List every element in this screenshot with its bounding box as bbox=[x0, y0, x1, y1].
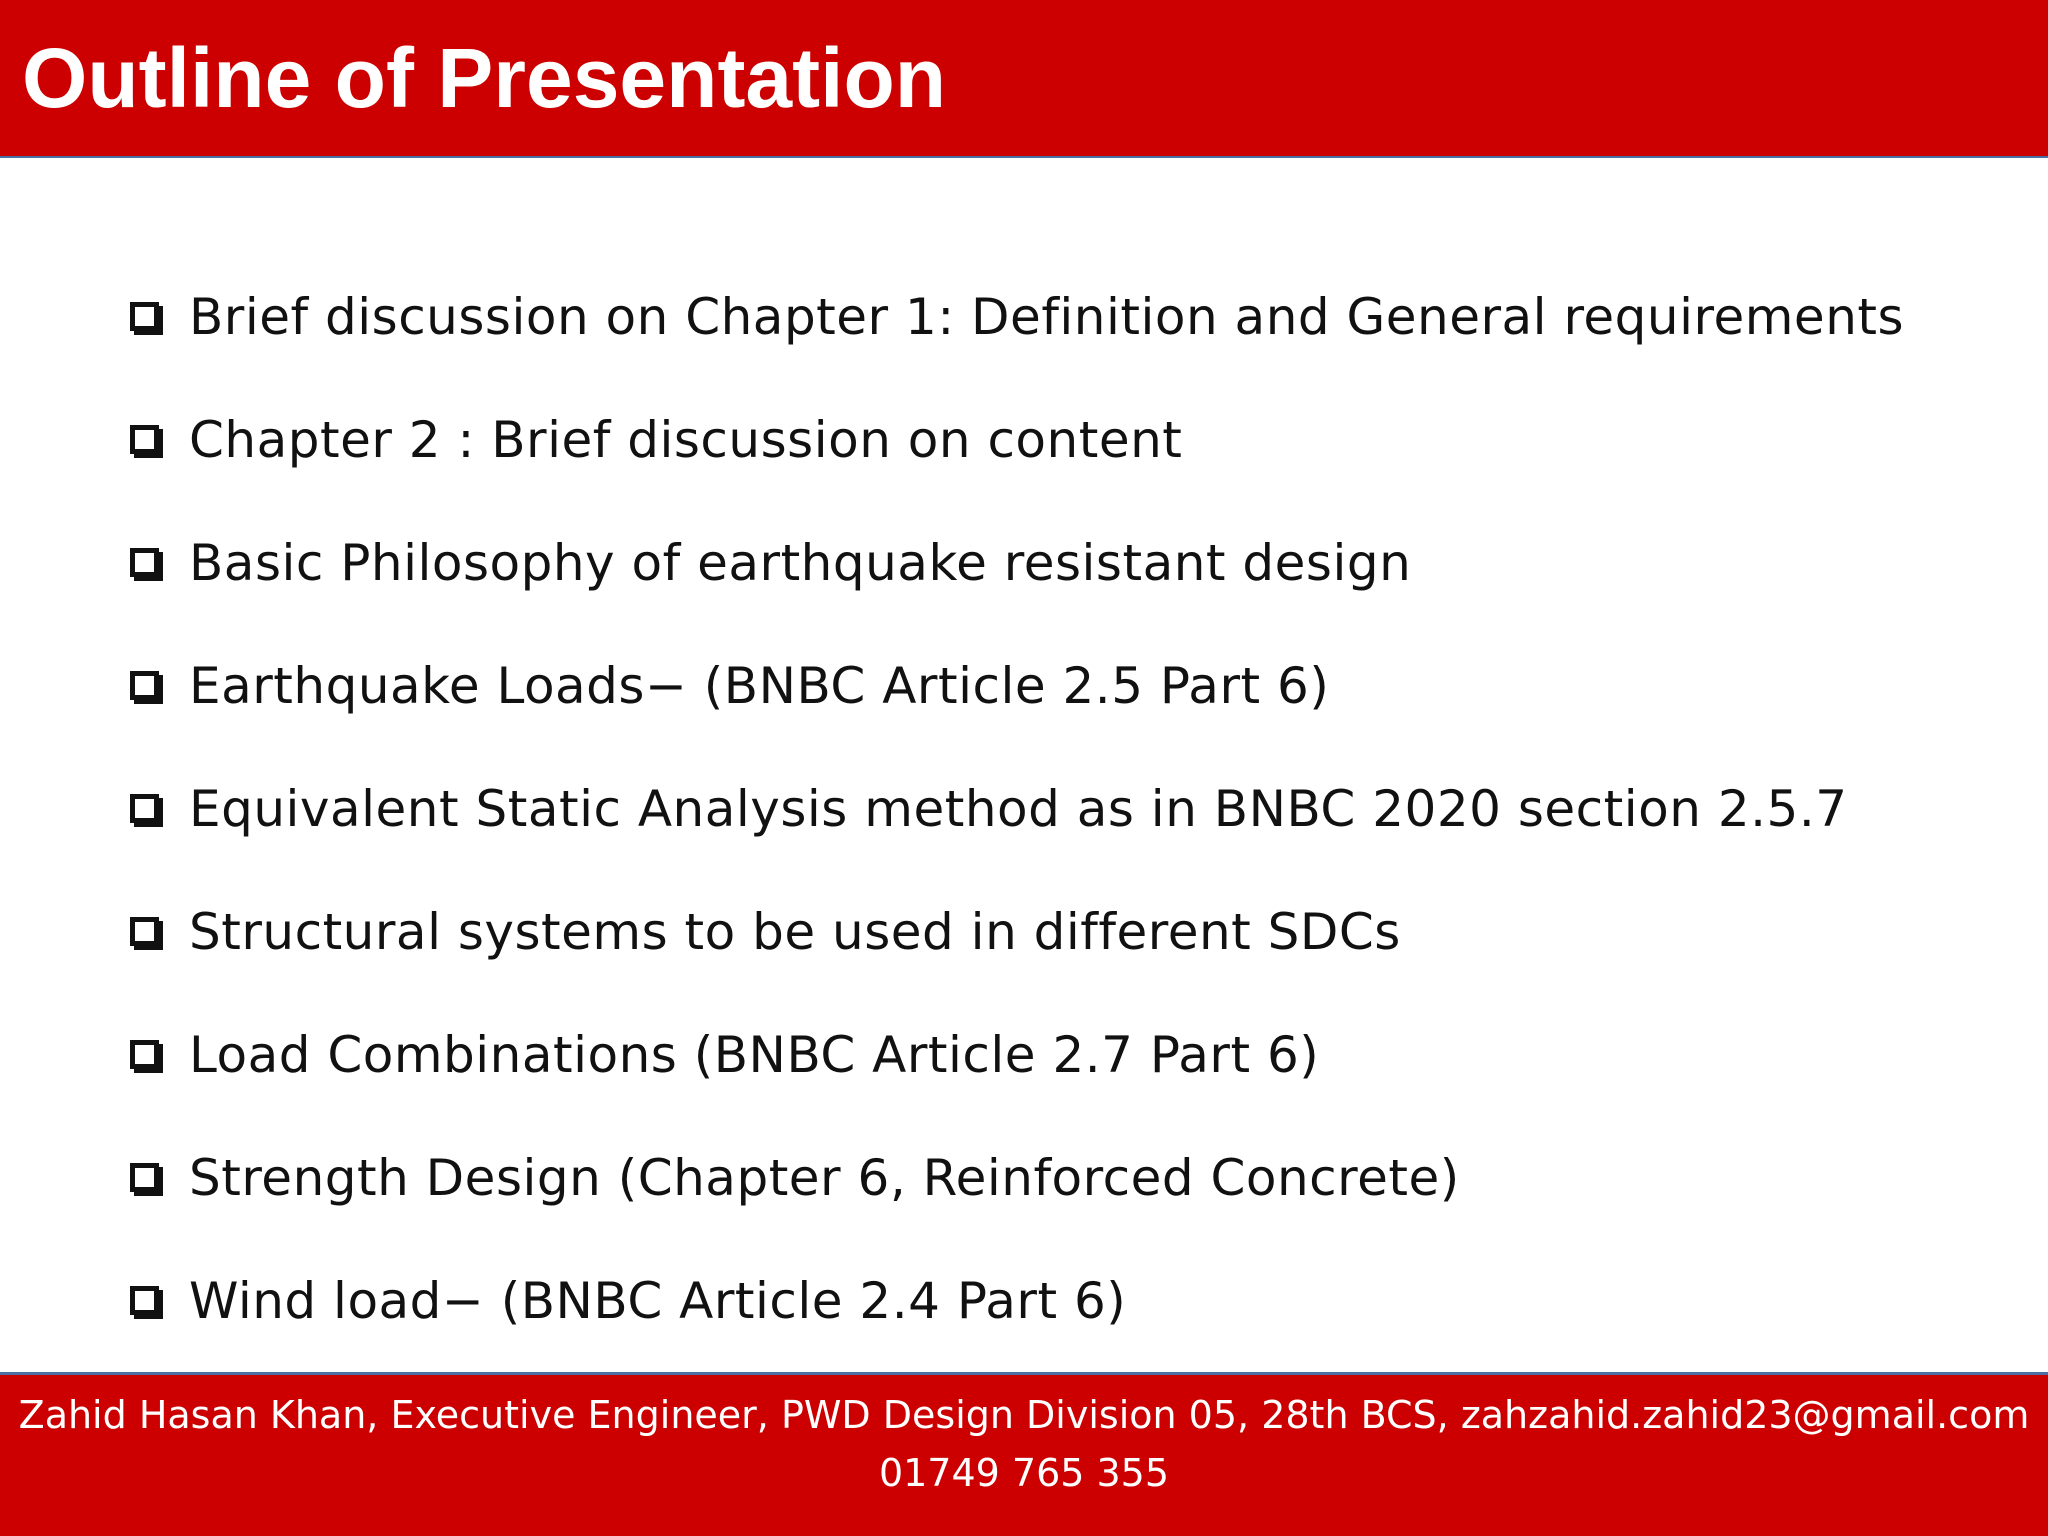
list-item-text: Strength Design (Chapter 6, Reinforced Concrete) bbox=[189, 1148, 1460, 1207]
list-item bbox=[130, 993, 1904, 1116]
checkbox-square-icon bbox=[130, 1040, 159, 1069]
checkbox-square-icon bbox=[130, 302, 159, 331]
checkbox-square-icon bbox=[130, 425, 159, 454]
footer-bar bbox=[0, 1372, 2048, 1536]
list-item bbox=[130, 378, 1904, 501]
checkbox-square-icon bbox=[130, 794, 159, 823]
list-item bbox=[130, 1116, 1904, 1239]
list-item-text: Wind load− (BNBC Article 2.4 Part 6) bbox=[189, 1271, 1127, 1330]
checkbox-square-icon bbox=[130, 1163, 159, 1192]
list-item bbox=[130, 1239, 1904, 1362]
checkbox-square-icon bbox=[130, 1286, 159, 1315]
list-item-text: Chapter 2 : Brief discussion on content bbox=[189, 410, 1183, 469]
list-item-text: Load Combinations (BNBC Article 2.7 Part 6) bbox=[189, 1025, 1320, 1084]
list-item bbox=[130, 255, 1904, 378]
list-item bbox=[130, 747, 1904, 870]
list-item bbox=[130, 624, 1904, 747]
slide-title: Outline of Presentation bbox=[22, 31, 947, 125]
header-bar bbox=[0, 0, 2048, 158]
list-item bbox=[130, 501, 1904, 624]
checkbox-square-icon bbox=[130, 917, 159, 946]
footer-author-line: Zahid Hasan Khan, Executive Engineer, PWD Design Division 05, 28th BCS, zahzahid.zahid23@gmail.com bbox=[18, 1393, 2030, 1437]
list-item-text: Structural systems to be used in different SDCs bbox=[189, 902, 1401, 961]
footer-phone-line: 01749 765 355 bbox=[878, 1451, 1170, 1495]
outline-list bbox=[130, 255, 1904, 1362]
list-item-text: Equivalent Static Analysis method as in BNBC 2020 section 2.5.7 bbox=[189, 779, 1848, 838]
checkbox-square-icon bbox=[130, 671, 159, 700]
list-item bbox=[130, 870, 1904, 993]
list-item-text: Basic Philosophy of earthquake resistant design bbox=[189, 533, 1412, 592]
checkbox-square-icon bbox=[130, 548, 159, 577]
list-item-text: Earthquake Loads− (BNBC Article 2.5 Part 6) bbox=[189, 656, 1330, 715]
list-item-text: Brief discussion on Chapter 1: Definition and General requirements bbox=[189, 287, 1905, 346]
